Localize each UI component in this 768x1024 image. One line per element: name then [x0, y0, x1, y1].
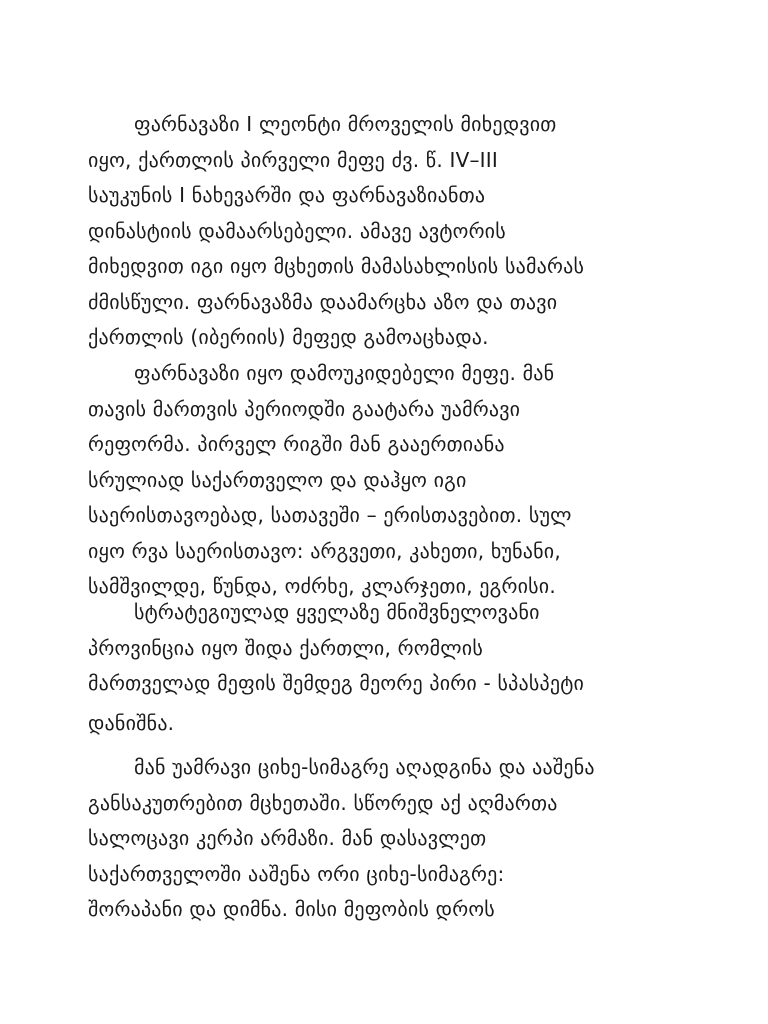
text-line: მან უამრავი ციხე-სიმაგრე აღადგინა და ააშენა [134, 755, 595, 779]
paragraph-4 [88, 750, 688, 928]
text-line: სალოცავი კერპი არმაზი. მან დასავლეთ [88, 826, 487, 850]
text-line: მართველად მეფის შემდეგ მეორე პირი - სპასპეტი [88, 671, 585, 695]
text-line: საქართველოში ააშენა ორი ციხე-სიმაგრე: [88, 861, 505, 886]
paragraph-1 [88, 107, 688, 356]
text-line: სტრატეგიულად ყველაზე მნიშვნელოვანი [134, 600, 540, 624]
text-line: დინასტიის დამაარსებელი. ამავე ავტორის [88, 218, 506, 243]
text-line: ძმისწული. ფარნავაზმა დაამარცხა აზო და თავი [88, 289, 558, 314]
text-line: ფარნავაზი I ლეონტი მროველის მიხედვით [134, 112, 557, 136]
text-line: პროვინცია იყო შიდა ქართლი, რომლის [88, 635, 483, 660]
text-line: სამშვილდე, წუნდა, ოძრხე, კლარჯეთი, ეგრისი. [88, 574, 556, 598]
text-line: შორაპანი და დიმნა. მისი მეფობის დროს [88, 897, 495, 921]
text-line: სრულიად საქართველო და დაჰყო იგი [88, 467, 467, 492]
text-line: რეფორმა. პირველ რიგში მან გააერთიანა [88, 432, 505, 456]
text-line: საუკუნის I ნახევარში და ფარნავაზიანთა [88, 183, 486, 207]
text-line: ქართლის (იბერიის) მეფედ გამოაცხადა. [88, 325, 489, 349]
paragraph-2 [88, 356, 688, 605]
text-line: ფარნავაზი იყო დამოუკიდებელი მეფე. მან [134, 361, 555, 385]
text-line: იყო რვა საერისთავო: არგვეთი, კახეთი, ხუნანი, [88, 538, 561, 563]
text-line: იყო, ქართლის პირველი მეფე ძვ. წ. IV–III [88, 147, 498, 172]
paragraph-3 [88, 595, 688, 741]
text-line: დანიშნა. [88, 710, 175, 735]
text-line: საერისთავოებად, სათავეში – ერისთავებით. სულ [88, 503, 572, 527]
text-line: განსაკუთრებით მცხეთაში. სწორედ აქ აღმართა [88, 790, 558, 815]
text-line: თავის მართვის პერიოდში გაატარა უამრავი [88, 396, 521, 421]
text-line: მიხედვით იგი იყო მცხეთის მამასახლისის სამარას [88, 254, 585, 278]
